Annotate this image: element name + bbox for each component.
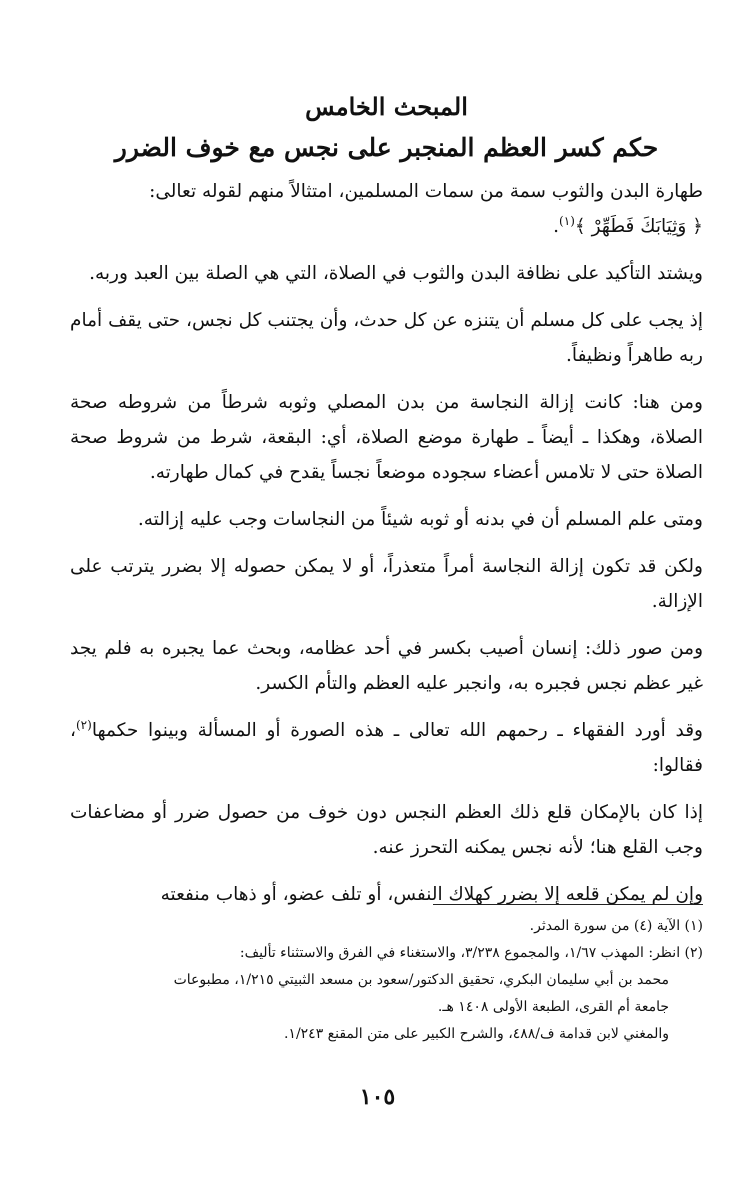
page-number: ١٠٥ bbox=[359, 1084, 396, 1110]
footnote-1: (١) الآية (٤) من سورة المدثر. bbox=[529, 918, 703, 934]
footnote-divider bbox=[433, 904, 703, 905]
footnote-2-line-3: جامعة أم القرى، الطبعة الأولى ١٤٠٨ هـ. bbox=[437, 999, 669, 1015]
section-heading: المبحث الخامس bbox=[305, 92, 468, 121]
paragraph-10: وإن لم يمكن قلعه إلا بضرر كهلاك النفس، أو تلف عضو، أو ذهاب منفعته bbox=[160, 884, 703, 905]
paragraph-8-tail: ، فقالوا: bbox=[70, 720, 703, 776]
paragraph-1-text: طهارة البدن والثوب سمة من سمات المسلمين، امتثالاً منهم لقوله تعالى: bbox=[149, 181, 703, 202]
paragraph-3: إذ يجب على كل مسلم أن يتنزه عن كل حدث، وأن يجتنب كل نجس، حتى يقف أمام ربه طاهراً ونظيفاً. bbox=[70, 310, 703, 366]
paragraph-1: طهارة البدن والثوب سمة من سمات المسلمين، امتثالاً منهم لقوله تعالى: ﴿ وَثِيَابَكَ فَطَهِّرْ ﴾$^{(١)}$. bbox=[149, 181, 703, 237]
footnote-2-line-4: والمغني لابن قدامة ف/٤٨٨، والشرح الكبير على متن المقنع ١/٢٤٣. bbox=[283, 1026, 669, 1042]
paragraph-8-text: وقد أورد الفقهاء ـ رحمهم الله تعالى ـ هذه الصورة أو المسألة وبينوا حكمها bbox=[91, 720, 703, 741]
paragraph-7: ومن صور ذلك: إنسان أصيب بكسر في أحد عظامه، وبحث عما يجبره به فلم يجد غير عظم نجس فجبره به، وانجبر عليه العظم والتأم الكسر. bbox=[70, 638, 703, 694]
paragraph-9: إذا كان بالإمكان قلع ذلك العظم النجس دون خوف من حصول ضرر أو مضاعفات وجب القلع هنا؛ لأنه نجس يمكنه التحرز عنه. bbox=[70, 802, 703, 858]
footnote-2-line-1: (٢) انظر: المهذب ١/٦٧، والمجموع ٣/٢٣٨، والاستغناء في الفرق والاستثناء تأليف: bbox=[239, 945, 703, 961]
paragraph-5: ومتى علم المسلم أن في بدنه أو ثوبه شيئاً من النجاسات وجب عليه إزالته. bbox=[137, 509, 703, 530]
section-title: حكم كسر العظم المنجبر على نجس مع خوف الضرر bbox=[114, 133, 659, 162]
paragraph-2: ويشتد التأكيد على نظافة البدن والثوب في الصلاة، التي هي الصلة بين العبد وربه. bbox=[89, 263, 703, 284]
footnotes bbox=[55, 904, 703, 1048]
footnote-2-line-2: محمد بن أبي سليمان البكري، تحقيق الدكتور/سعود بن مسعد الثبيتي ١/٢١٥، مطبوعات bbox=[173, 972, 669, 988]
footnote-ref-2: (٢) bbox=[75, 717, 92, 732]
quran-verse: ﴿ وَثِيَابَكَ فَطَهِّرْ ﴾ bbox=[574, 216, 703, 237]
main-text bbox=[70, 92, 703, 924]
paragraph-8 bbox=[70, 713, 703, 783]
paragraph-6: ولكن قد تكون إزالة النجاسة أمراً متعذراً، أو لا يمكن حصوله إلا بضرر يترتب على الإزالة. bbox=[70, 556, 703, 612]
footnote-ref-1: (١) bbox=[559, 213, 575, 228]
paragraph-4: ومن هنا: كانت إزالة النجاسة من بدن المصلي وثوبه شرطاً من شروطه صحة الصلاة، وهكذا ـ أيضاً ـ طهارة موضع الصلاة، أي: البقعة، شرط من شروط صحة الصلاة حتى لا تلامس أعضاء سجوده موضعاً نجساً يقدح في كمال طهارته. bbox=[70, 392, 703, 483]
